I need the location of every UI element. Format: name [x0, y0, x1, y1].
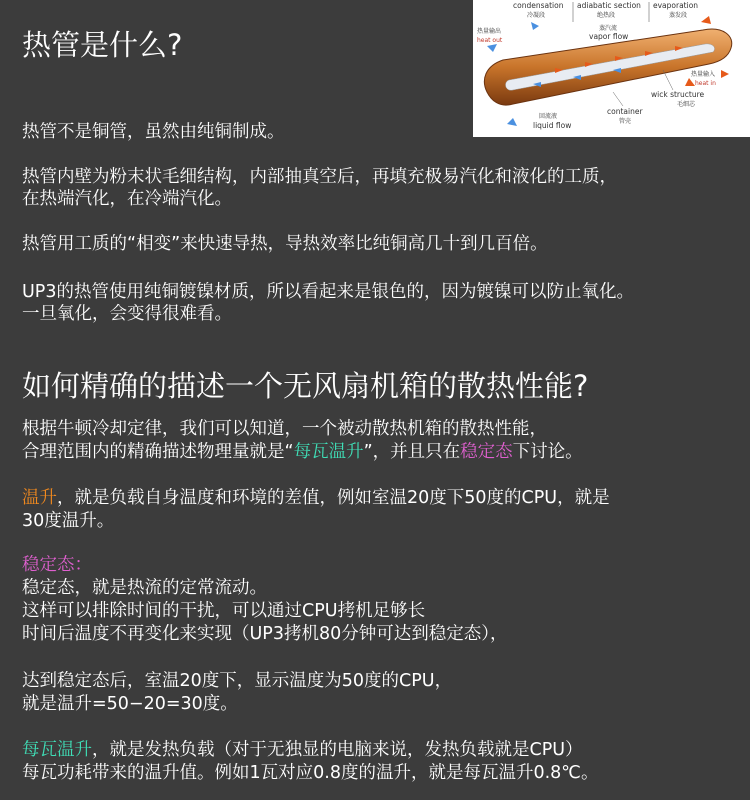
label-heat-in-cn: 热量输入 — [691, 71, 716, 78]
paragraph-newton-line2 — [22, 441, 583, 463]
label-wick: wick structure — [651, 90, 705, 99]
heat-pipe-diagram — [473, 0, 750, 137]
label-heat-in: heat in — [695, 80, 716, 87]
paragraph-structure-line1: 热管内壁为粉末状毛细结构，内部抽真空后，再填充极易汽化和液化的工质， — [22, 167, 617, 187]
paragraph-newton-line1: 根据牛顿冷却定律，我们可以知道，一个被动散热机箱的散热性能， — [22, 419, 547, 439]
paragraph-structure-line2: 在热端汽化，在冷端汽化。 — [22, 189, 232, 209]
paragraph-nickel-line2: 一旦氧化，会变得很难看。 — [22, 304, 232, 324]
paragraph-phase-change: 热管用工质的“相变”来快速导热，导热效率比纯铜高几十到几百倍。 — [22, 234, 548, 254]
label-heat-out: heat out — [477, 37, 503, 44]
steady-state-line1: 稳定态，就是热流的定常流动。 — [22, 578, 267, 598]
steady-state-line3: 时间后温度不再变化来实现（UP3拷机80分钟可达到稳定态）， — [22, 624, 508, 644]
paragraph-per-watt-line2: 每瓦功耗带来的温升值。例如1瓦对应0.8度的温升，就是每瓦温升0.8℃。 — [22, 763, 599, 783]
label-evaporation-cn: 蒸发段 — [669, 12, 688, 19]
label-heat-out-cn: 热量输出 — [477, 28, 502, 35]
label-vapor-cn: 蒸汽流 — [599, 25, 618, 32]
paragraph-per-watt-line1 — [22, 739, 583, 761]
label-adiabatic: adiabatic section — [577, 1, 641, 10]
label-liquid: liquid flow — [533, 121, 572, 130]
steady-state-line2: 这样可以排除时间的干扰，可以通过CPU拷机足够长 — [22, 601, 426, 621]
leader-wick — [663, 70, 673, 90]
leader-container — [613, 92, 623, 106]
label-vapor: vapor flow — [589, 32, 629, 41]
text-discussion: 下讨论。 — [512, 442, 583, 462]
section-title-heat-pipe: 热管是什么? — [22, 28, 183, 62]
example-line1: 达到稳定态后，室温20度下，显示温度为50度的CPU， — [22, 671, 453, 691]
label-liquid-cn: 回流液 — [539, 113, 558, 120]
label-container-cn: 管壳 — [619, 118, 632, 125]
label-condensation: condensation — [513, 1, 564, 10]
text-quote-intro: 合理范围内的精确描述物理量就是“ — [22, 442, 294, 462]
section-title-fanless: 如何精确的描述一个无风扇机箱的散热性能? — [22, 369, 589, 403]
term-per-watt: 每瓦温升 — [22, 740, 92, 760]
paragraph-nickel-line1: UP3的热管使用纯铜镀镍材质，所以看起来是银色的，因为镀镍可以防止氧化。 — [22, 282, 634, 302]
label-condensation-cn: 冷凝段 — [527, 12, 546, 19]
label-evaporation: evaporation — [653, 1, 699, 10]
label-wick-cn: 毛细芯 — [677, 101, 696, 108]
paragraph-not-copper: 热管不是铜管，虽然由纯铜制成。 — [22, 122, 285, 142]
temp-rise-definition: ，就是负载自身温度和环境的差值，例如室温20度下50度的CPU，就是 — [57, 488, 610, 508]
term-steady-highlight: 稳定态 — [460, 442, 513, 462]
term-per-watt-highlight: 每瓦温升 — [293, 442, 364, 462]
paragraph-temp-rise-line1 — [22, 487, 610, 509]
label-adiabatic-cn: 绝热段 — [597, 12, 616, 19]
term-temp-rise: 温升 — [22, 488, 57, 508]
example-line2: 就是温升=50−20=30度。 — [22, 694, 238, 714]
steady-state-heading: 稳定态： — [22, 555, 92, 575]
text-quote-close: ”，并且只在 — [363, 442, 461, 462]
label-container: container — [607, 107, 643, 116]
per-watt-definition: ，就是发热负载（对于无独显的电脑来说，发热负载就是CPU） — [92, 740, 583, 760]
paragraph-temp-rise-line2: 30度温升。 — [22, 511, 115, 531]
